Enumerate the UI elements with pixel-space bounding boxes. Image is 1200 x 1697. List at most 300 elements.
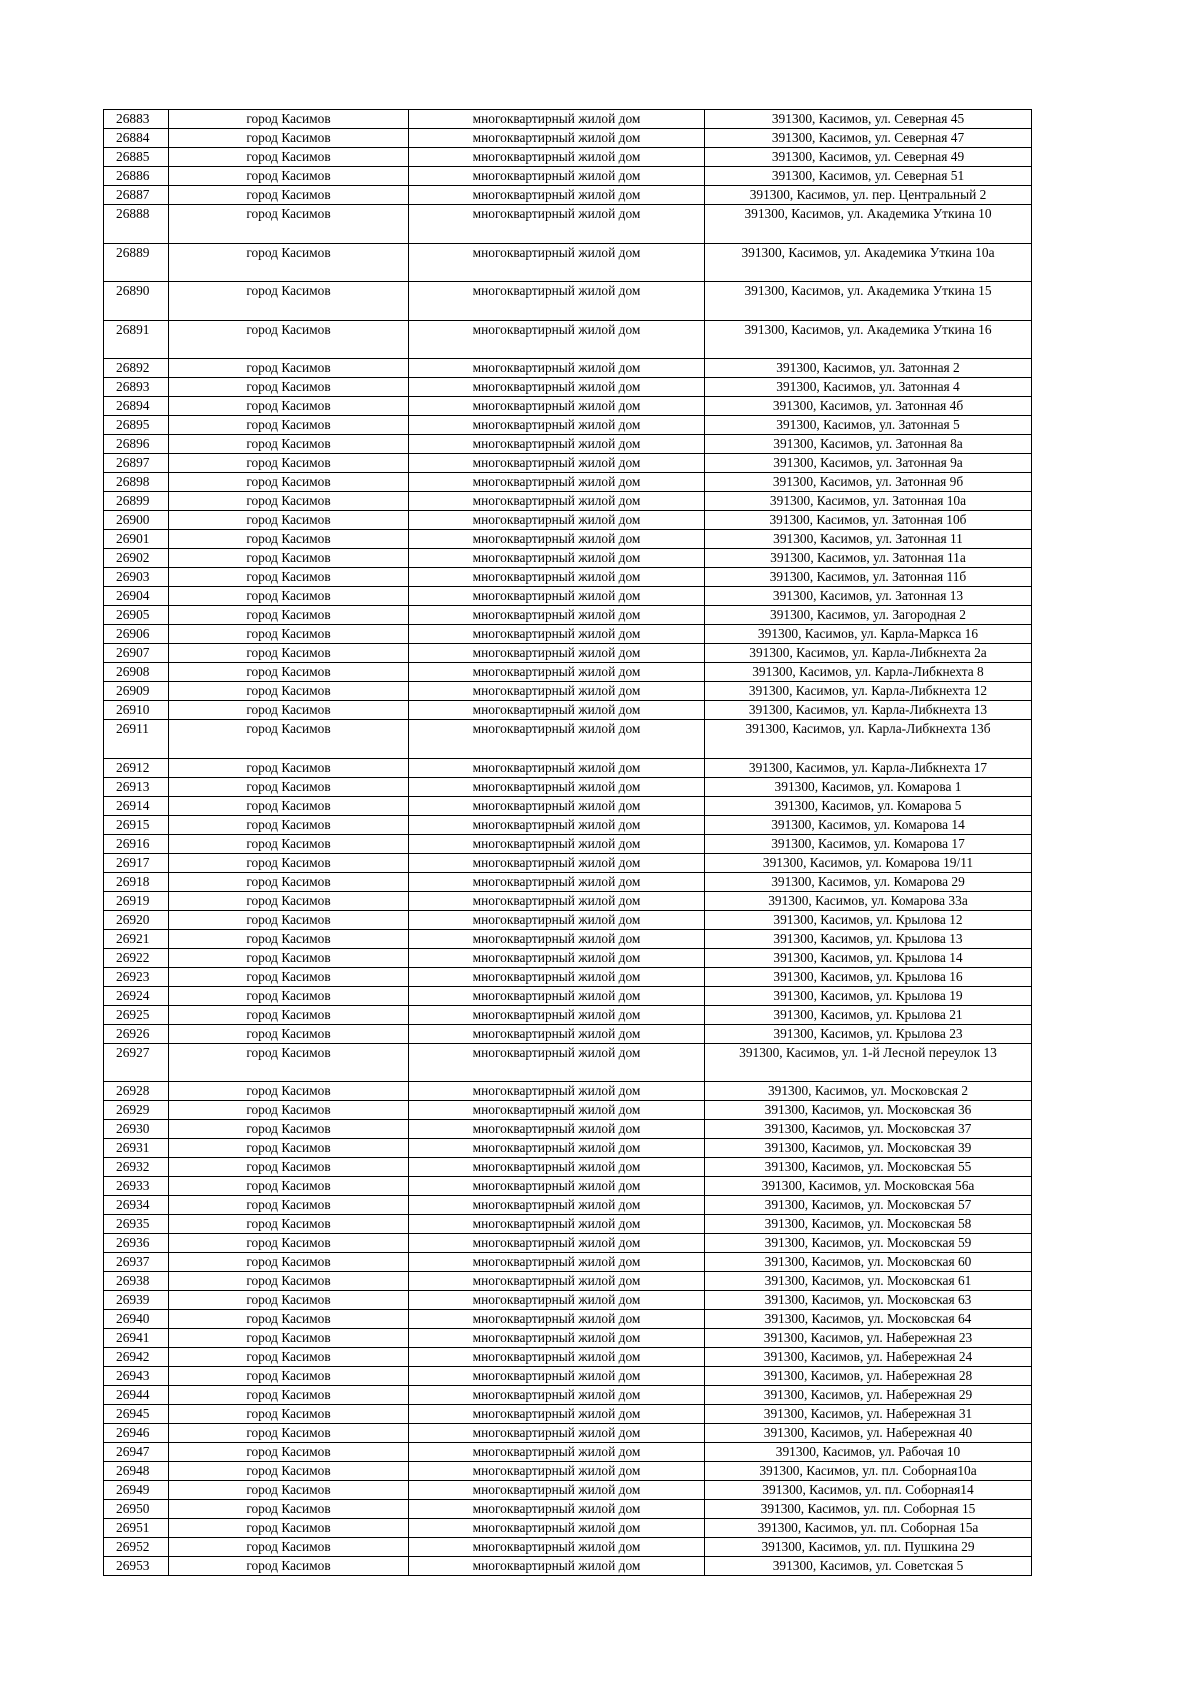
locality-cell: город Касимов bbox=[169, 282, 409, 321]
building-type-cell: многоквартирный жилой дом bbox=[409, 834, 705, 853]
address-cell: 391300, Касимов, ул. Рабочая 10 bbox=[705, 1443, 1032, 1462]
building-type-cell: многоквартирный жилой дом bbox=[409, 663, 705, 682]
row-number-cell: 26931 bbox=[104, 1139, 169, 1158]
locality-cell: город Касимов bbox=[169, 1253, 409, 1272]
locality-cell: город Касимов bbox=[169, 378, 409, 397]
building-type-cell: многоквартирный жилой дом bbox=[409, 1310, 705, 1329]
building-type-cell: многоквартирный жилой дом bbox=[409, 1120, 705, 1139]
address-cell: 391300, Касимов, ул. Затонная 2 bbox=[705, 359, 1032, 378]
row-number-cell: 26947 bbox=[104, 1443, 169, 1462]
row-number-cell: 26901 bbox=[104, 530, 169, 549]
address-cell: 391300, Касимов, ул. Московская 63 bbox=[705, 1291, 1032, 1310]
locality-cell: город Касимов bbox=[169, 1120, 409, 1139]
building-type-cell: многоквартирный жилой дом bbox=[409, 148, 705, 167]
address-cell: 391300, Касимов, ул. пл. Соборная10а bbox=[705, 1462, 1032, 1481]
row-number-cell: 26906 bbox=[104, 625, 169, 644]
locality-cell: город Касимов bbox=[169, 1348, 409, 1367]
locality-cell: город Касимов bbox=[169, 416, 409, 435]
building-type-cell: многоквартирный жилой дом bbox=[409, 129, 705, 148]
building-type-cell: многоквартирный жилой дом bbox=[409, 1005, 705, 1024]
row-number-cell: 26930 bbox=[104, 1120, 169, 1139]
address-cell: 391300, Касимов, ул. Затонная 10б bbox=[705, 511, 1032, 530]
address-cell: 391300, Касимов, ул. Крылова 14 bbox=[705, 948, 1032, 967]
table-row bbox=[104, 1215, 1032, 1234]
address-cell: 391300, Касимов, ул. пл. Соборная 15 bbox=[705, 1500, 1032, 1519]
row-number-cell: 26944 bbox=[104, 1386, 169, 1405]
row-number-cell: 26898 bbox=[104, 473, 169, 492]
locality-cell: город Касимов bbox=[169, 492, 409, 511]
address-cell: 391300, Касимов, ул. Комарова 29 bbox=[705, 872, 1032, 891]
row-number-cell: 26937 bbox=[104, 1253, 169, 1272]
address-cell: 391300, Касимов, ул. Крылова 21 bbox=[705, 1005, 1032, 1024]
building-type-cell: многоквартирный жилой дом bbox=[409, 416, 705, 435]
locality-cell: город Касимов bbox=[169, 1462, 409, 1481]
locality-cell: город Касимов bbox=[169, 682, 409, 701]
address-cell: 391300, Касимов, ул. Московская 2 bbox=[705, 1082, 1032, 1101]
locality-cell: город Касимов bbox=[169, 1082, 409, 1101]
locality-cell: город Касимов bbox=[169, 1177, 409, 1196]
table-row bbox=[104, 110, 1032, 129]
registry-table-body bbox=[104, 110, 1032, 1576]
building-type-cell: многоквартирный жилой дом bbox=[409, 1272, 705, 1291]
row-number-cell: 26899 bbox=[104, 492, 169, 511]
address-cell: 391300, Касимов, ул. Крылова 13 bbox=[705, 929, 1032, 948]
address-cell: 391300, Касимов, ул. Затонная 11б bbox=[705, 568, 1032, 587]
table-row bbox=[104, 1177, 1032, 1196]
locality-cell: город Касимов bbox=[169, 320, 409, 359]
address-cell: 391300, Касимов, ул. Северная 45 bbox=[705, 110, 1032, 129]
table-row bbox=[104, 243, 1032, 282]
locality-cell: город Касимов bbox=[169, 663, 409, 682]
address-cell: 391300, Касимов, ул. Загородная 2 bbox=[705, 606, 1032, 625]
row-number-cell: 26913 bbox=[104, 777, 169, 796]
table-row bbox=[104, 625, 1032, 644]
locality-cell: город Касимов bbox=[169, 1557, 409, 1576]
row-number-cell: 26920 bbox=[104, 910, 169, 929]
table-row bbox=[104, 378, 1032, 397]
address-cell: 391300, Касимов, ул. Затонная 4 bbox=[705, 378, 1032, 397]
locality-cell: город Касимов bbox=[169, 110, 409, 129]
building-type-cell: многоквартирный жилой дом bbox=[409, 1291, 705, 1310]
locality-cell: город Касимов bbox=[169, 929, 409, 948]
row-number-cell: 26953 bbox=[104, 1557, 169, 1576]
address-cell: 391300, Касимов, ул. Московская 60 bbox=[705, 1253, 1032, 1272]
locality-cell: город Касимов bbox=[169, 568, 409, 587]
building-type-cell: многоквартирный жилой дом bbox=[409, 1158, 705, 1177]
address-cell: 391300, Касимов, ул. Карла-Либкнехта 13б bbox=[705, 720, 1032, 759]
address-cell: 391300, Касимов, ул. Советская 5 bbox=[705, 1557, 1032, 1576]
row-number-cell: 26883 bbox=[104, 110, 169, 129]
locality-cell: город Касимов bbox=[169, 834, 409, 853]
table-row bbox=[104, 397, 1032, 416]
row-number-cell: 26895 bbox=[104, 416, 169, 435]
row-number-cell: 26938 bbox=[104, 1272, 169, 1291]
address-cell: 391300, Касимов, ул. Набережная 29 bbox=[705, 1386, 1032, 1405]
locality-cell: город Касимов bbox=[169, 758, 409, 777]
locality-cell: город Касимов bbox=[169, 1139, 409, 1158]
table-row bbox=[104, 511, 1032, 530]
address-cell: 391300, Касимов, ул. Крылова 19 bbox=[705, 986, 1032, 1005]
row-number-cell: 26936 bbox=[104, 1234, 169, 1253]
locality-cell: город Касимов bbox=[169, 815, 409, 834]
row-number-cell: 26940 bbox=[104, 1310, 169, 1329]
table-row bbox=[104, 986, 1032, 1005]
address-cell: 391300, Касимов, ул. Набережная 40 bbox=[705, 1424, 1032, 1443]
row-number-cell: 26908 bbox=[104, 663, 169, 682]
table-row bbox=[104, 1386, 1032, 1405]
locality-cell: город Касимов bbox=[169, 853, 409, 872]
table-row bbox=[104, 1538, 1032, 1557]
address-cell: 391300, Касимов, ул. Набережная 28 bbox=[705, 1367, 1032, 1386]
locality-cell: город Касимов bbox=[169, 967, 409, 986]
table-row bbox=[104, 167, 1032, 186]
row-number-cell: 26915 bbox=[104, 815, 169, 834]
table-row bbox=[104, 1424, 1032, 1443]
building-type-cell: многоквартирный жилой дом bbox=[409, 1043, 705, 1082]
building-type-cell: многоквартирный жилой дом bbox=[409, 1367, 705, 1386]
address-cell: 391300, Касимов, ул. пл. Соборная14 bbox=[705, 1481, 1032, 1500]
table-row bbox=[104, 359, 1032, 378]
building-type-cell: многоквартирный жилой дом bbox=[409, 625, 705, 644]
row-number-cell: 26951 bbox=[104, 1519, 169, 1538]
table-row bbox=[104, 530, 1032, 549]
building-type-cell: многоквартирный жилой дом bbox=[409, 872, 705, 891]
row-number-cell: 26948 bbox=[104, 1462, 169, 1481]
table-row bbox=[104, 1291, 1032, 1310]
address-cell: 391300, Касимов, ул. Затонная 8а bbox=[705, 435, 1032, 454]
table-row bbox=[104, 872, 1032, 891]
locality-cell: город Касимов bbox=[169, 701, 409, 720]
building-type-cell: многоквартирный жилой дом bbox=[409, 359, 705, 378]
building-type-cell: многоквартирный жилой дом bbox=[409, 853, 705, 872]
table-row bbox=[104, 1367, 1032, 1386]
locality-cell: город Касимов bbox=[169, 872, 409, 891]
building-type-cell: многоквартирный жилой дом bbox=[409, 1519, 705, 1538]
locality-cell: город Касимов bbox=[169, 1291, 409, 1310]
locality-cell: город Касимов bbox=[169, 1386, 409, 1405]
row-number-cell: 26934 bbox=[104, 1196, 169, 1215]
address-cell: 391300, Касимов, ул. Московская 59 bbox=[705, 1234, 1032, 1253]
building-type-cell: многоквартирный жилой дом bbox=[409, 1481, 705, 1500]
locality-cell: город Касимов bbox=[169, 1005, 409, 1024]
row-number-cell: 26945 bbox=[104, 1405, 169, 1424]
building-type-cell: многоквартирный жилой дом bbox=[409, 777, 705, 796]
building-type-cell: многоквартирный жилой дом bbox=[409, 1405, 705, 1424]
locality-cell: город Касимов bbox=[169, 1101, 409, 1120]
address-cell: 391300, Касимов, ул. Комарова 33а bbox=[705, 891, 1032, 910]
locality-cell: город Касимов bbox=[169, 986, 409, 1005]
building-type-cell: многоквартирный жилой дом bbox=[409, 1215, 705, 1234]
row-number-cell: 26887 bbox=[104, 186, 169, 205]
row-number-cell: 26900 bbox=[104, 511, 169, 530]
address-cell: 391300, Касимов, ул. Набережная 23 bbox=[705, 1329, 1032, 1348]
row-number-cell: 26885 bbox=[104, 148, 169, 167]
table-row bbox=[104, 473, 1032, 492]
row-number-cell: 26889 bbox=[104, 243, 169, 282]
address-cell: 391300, Касимов, ул. Карла-Маркса 16 bbox=[705, 625, 1032, 644]
table-row bbox=[104, 967, 1032, 986]
address-cell: 391300, Касимов, ул. Затонная 5 bbox=[705, 416, 1032, 435]
building-type-cell: многоквартирный жилой дом bbox=[409, 1500, 705, 1519]
building-type-cell: многоквартирный жилой дом bbox=[409, 530, 705, 549]
locality-cell: город Касимов bbox=[169, 1024, 409, 1043]
building-type-cell: многоквартирный жилой дом bbox=[409, 986, 705, 1005]
row-number-cell: 26932 bbox=[104, 1158, 169, 1177]
row-number-cell: 26891 bbox=[104, 320, 169, 359]
row-number-cell: 26923 bbox=[104, 967, 169, 986]
building-type-cell: многоквартирный жилой дом bbox=[409, 682, 705, 701]
row-number-cell: 26911 bbox=[104, 720, 169, 759]
address-cell: 391300, Касимов, ул. Академика Уткина 10а bbox=[705, 243, 1032, 282]
building-type-cell: многоквартирный жилой дом bbox=[409, 549, 705, 568]
building-type-cell: многоквартирный жилой дом bbox=[409, 644, 705, 663]
address-cell: 391300, Касимов, ул. Крылова 23 bbox=[705, 1024, 1032, 1043]
table-row bbox=[104, 186, 1032, 205]
locality-cell: город Касимов bbox=[169, 587, 409, 606]
table-row bbox=[104, 758, 1032, 777]
row-number-cell: 26943 bbox=[104, 1367, 169, 1386]
row-number-cell: 26946 bbox=[104, 1424, 169, 1443]
locality-cell: город Касимов bbox=[169, 511, 409, 530]
table-row bbox=[104, 1557, 1032, 1576]
locality-cell: город Касимов bbox=[169, 1234, 409, 1253]
building-type-cell: многоквартирный жилой дом bbox=[409, 758, 705, 777]
table-row bbox=[104, 891, 1032, 910]
table-row bbox=[104, 606, 1032, 625]
row-number-cell: 26935 bbox=[104, 1215, 169, 1234]
row-number-cell: 26893 bbox=[104, 378, 169, 397]
row-number-cell: 26952 bbox=[104, 1538, 169, 1557]
row-number-cell: 26894 bbox=[104, 397, 169, 416]
row-number-cell: 26942 bbox=[104, 1348, 169, 1367]
row-number-cell: 26921 bbox=[104, 929, 169, 948]
table-row bbox=[104, 1405, 1032, 1424]
table-row bbox=[104, 1462, 1032, 1481]
building-type-cell: многоквартирный жилой дом bbox=[409, 1082, 705, 1101]
address-cell: 391300, Касимов, ул. Северная 49 bbox=[705, 148, 1032, 167]
address-cell: 391300, Касимов, ул. Московская 58 bbox=[705, 1215, 1032, 1234]
address-cell: 391300, Касимов, ул. Комарова 1 bbox=[705, 777, 1032, 796]
locality-cell: город Касимов bbox=[169, 530, 409, 549]
building-type-cell: многоквартирный жилой дом bbox=[409, 243, 705, 282]
locality-cell: город Касимов bbox=[169, 1215, 409, 1234]
building-type-cell: многоквартирный жилой дом bbox=[409, 1348, 705, 1367]
address-cell: 391300, Касимов, ул. Карла-Либкнехта 8 bbox=[705, 663, 1032, 682]
table-row bbox=[104, 416, 1032, 435]
building-type-cell: многоквартирный жилой дом bbox=[409, 1386, 705, 1405]
table-row bbox=[104, 1024, 1032, 1043]
building-type-cell: многоквартирный жилой дом bbox=[409, 568, 705, 587]
address-cell: 391300, Касимов, ул. Карла-Либкнехта 17 bbox=[705, 758, 1032, 777]
building-type-cell: многоквартирный жилой дом bbox=[409, 967, 705, 986]
row-number-cell: 26892 bbox=[104, 359, 169, 378]
row-number-cell: 26918 bbox=[104, 872, 169, 891]
row-number-cell: 26890 bbox=[104, 282, 169, 321]
table-row bbox=[104, 320, 1032, 359]
address-cell: 391300, Касимов, ул. Карла-Либкнехта 13 bbox=[705, 701, 1032, 720]
table-row bbox=[104, 568, 1032, 587]
locality-cell: город Касимов bbox=[169, 186, 409, 205]
building-type-cell: многоквартирный жилой дом bbox=[409, 1424, 705, 1443]
address-cell: 391300, Касимов, ул. пл. Пушкина 29 bbox=[705, 1538, 1032, 1557]
building-type-cell: многоквартирный жилой дом bbox=[409, 110, 705, 129]
locality-cell: город Касимов bbox=[169, 473, 409, 492]
table-row bbox=[104, 720, 1032, 759]
address-cell: 391300, Касимов, ул. Московская 57 bbox=[705, 1196, 1032, 1215]
table-row bbox=[104, 948, 1032, 967]
locality-cell: город Касимов bbox=[169, 606, 409, 625]
locality-cell: город Касимов bbox=[169, 359, 409, 378]
row-number-cell: 26884 bbox=[104, 129, 169, 148]
table-row bbox=[104, 929, 1032, 948]
row-number-cell: 26924 bbox=[104, 986, 169, 1005]
locality-cell: город Касимов bbox=[169, 1158, 409, 1177]
row-number-cell: 26929 bbox=[104, 1101, 169, 1120]
address-cell: 391300, Касимов, ул. Набережная 24 bbox=[705, 1348, 1032, 1367]
address-cell: 391300, Касимов, ул. Карла-Либкнехта 12 bbox=[705, 682, 1032, 701]
locality-cell: город Касимов bbox=[169, 644, 409, 663]
building-type-cell: многоквартирный жилой дом bbox=[409, 587, 705, 606]
address-cell: 391300, Касимов, ул. Московская 56а bbox=[705, 1177, 1032, 1196]
table-row bbox=[104, 1120, 1032, 1139]
locality-cell: город Касимов bbox=[169, 1424, 409, 1443]
table-row bbox=[104, 549, 1032, 568]
table-row bbox=[104, 435, 1032, 454]
address-cell: 391300, Касимов, ул. Набережная 31 bbox=[705, 1405, 1032, 1424]
row-number-cell: 26925 bbox=[104, 1005, 169, 1024]
table-row bbox=[104, 1329, 1032, 1348]
row-number-cell: 26916 bbox=[104, 834, 169, 853]
locality-cell: город Касимов bbox=[169, 1310, 409, 1329]
locality-cell: город Касимов bbox=[169, 720, 409, 759]
table-row bbox=[104, 282, 1032, 321]
table-row bbox=[104, 1519, 1032, 1538]
building-type-cell: многоквартирный жилой дом bbox=[409, 1101, 705, 1120]
row-number-cell: 26896 bbox=[104, 435, 169, 454]
address-cell: 391300, Касимов, ул. Затонная 11а bbox=[705, 549, 1032, 568]
locality-cell: город Касимов bbox=[169, 796, 409, 815]
table-row bbox=[104, 777, 1032, 796]
locality-cell: город Касимов bbox=[169, 1519, 409, 1538]
building-type-cell: многоквартирный жилой дом bbox=[409, 701, 705, 720]
registry-table bbox=[103, 109, 1032, 1576]
table-row bbox=[104, 1101, 1032, 1120]
building-type-cell: многоквартирный жилой дом bbox=[409, 1329, 705, 1348]
row-number-cell: 26903 bbox=[104, 568, 169, 587]
table-row bbox=[104, 492, 1032, 511]
table-row bbox=[104, 1158, 1032, 1177]
row-number-cell: 26907 bbox=[104, 644, 169, 663]
row-number-cell: 26941 bbox=[104, 1329, 169, 1348]
table-row bbox=[104, 454, 1032, 473]
locality-cell: город Касимов bbox=[169, 1538, 409, 1557]
locality-cell: город Касимов bbox=[169, 948, 409, 967]
locality-cell: город Касимов bbox=[169, 1405, 409, 1424]
locality-cell: город Касимов bbox=[169, 1443, 409, 1462]
row-number-cell: 26897 bbox=[104, 454, 169, 473]
table-row bbox=[104, 1082, 1032, 1101]
building-type-cell: многоквартирный жилой дом bbox=[409, 492, 705, 511]
address-cell: 391300, Касимов, ул. Затонная 10а bbox=[705, 492, 1032, 511]
address-cell: 391300, Касимов, ул. Комарова 14 bbox=[705, 815, 1032, 834]
row-number-cell: 26905 bbox=[104, 606, 169, 625]
table-row bbox=[104, 663, 1032, 682]
address-cell: 391300, Касимов, ул. Затонная 4б bbox=[705, 397, 1032, 416]
locality-cell: город Касимов bbox=[169, 167, 409, 186]
address-cell: 391300, Касимов, ул. пл. Соборная 15а bbox=[705, 1519, 1032, 1538]
address-cell: 391300, Касимов, ул. Московская 37 bbox=[705, 1120, 1032, 1139]
table-row bbox=[104, 1196, 1032, 1215]
row-number-cell: 26886 bbox=[104, 167, 169, 186]
table-row bbox=[104, 853, 1032, 872]
locality-cell: город Касимов bbox=[169, 243, 409, 282]
building-type-cell: многоквартирный жилой дом bbox=[409, 435, 705, 454]
table-row bbox=[104, 701, 1032, 720]
locality-cell: город Касимов bbox=[169, 777, 409, 796]
locality-cell: город Касимов bbox=[169, 549, 409, 568]
address-cell: 391300, Касимов, ул. Академика Уткина 15 bbox=[705, 282, 1032, 321]
locality-cell: город Касимов bbox=[169, 1196, 409, 1215]
building-type-cell: многоквартирный жилой дом bbox=[409, 1139, 705, 1158]
address-cell: 391300, Касимов, ул. Академика Уткина 10 bbox=[705, 205, 1032, 244]
table-row bbox=[104, 1272, 1032, 1291]
locality-cell: город Касимов bbox=[169, 129, 409, 148]
building-type-cell: многоквартирный жилой дом bbox=[409, 282, 705, 321]
table-row bbox=[104, 148, 1032, 167]
building-type-cell: многоквартирный жилой дом bbox=[409, 205, 705, 244]
address-cell: 391300, Касимов, ул. Комарова 19/11 bbox=[705, 853, 1032, 872]
building-type-cell: многоквартирный жилой дом bbox=[409, 606, 705, 625]
address-cell: 391300, Касимов, ул. Северная 51 bbox=[705, 167, 1032, 186]
address-cell: 391300, Касимов, ул. Комарова 5 bbox=[705, 796, 1032, 815]
table-row bbox=[104, 815, 1032, 834]
building-type-cell: многоквартирный жилой дом bbox=[409, 796, 705, 815]
building-type-cell: многоквартирный жилой дом bbox=[409, 720, 705, 759]
row-number-cell: 26933 bbox=[104, 1177, 169, 1196]
row-number-cell: 26917 bbox=[104, 853, 169, 872]
table-row bbox=[104, 1348, 1032, 1367]
building-type-cell: многоквартирный жилой дом bbox=[409, 397, 705, 416]
locality-cell: город Касимов bbox=[169, 397, 409, 416]
building-type-cell: многоквартирный жилой дом bbox=[409, 910, 705, 929]
row-number-cell: 26926 bbox=[104, 1024, 169, 1043]
table-row bbox=[104, 205, 1032, 244]
table-row bbox=[104, 682, 1032, 701]
building-type-cell: многоквартирный жилой дом bbox=[409, 1443, 705, 1462]
row-number-cell: 26939 bbox=[104, 1291, 169, 1310]
locality-cell: город Касимов bbox=[169, 1043, 409, 1082]
locality-cell: город Касимов bbox=[169, 435, 409, 454]
building-type-cell: многоквартирный жилой дом bbox=[409, 320, 705, 359]
building-type-cell: многоквартирный жилой дом bbox=[409, 1024, 705, 1043]
address-cell: 391300, Касимов, ул. Крылова 16 bbox=[705, 967, 1032, 986]
locality-cell: город Касимов bbox=[169, 625, 409, 644]
building-type-cell: многоквартирный жилой дом bbox=[409, 473, 705, 492]
address-cell: 391300, Касимов, ул. Крылова 12 bbox=[705, 910, 1032, 929]
building-type-cell: многоквартирный жилой дом bbox=[409, 929, 705, 948]
address-cell: 391300, Касимов, ул. Московская 64 bbox=[705, 1310, 1032, 1329]
locality-cell: город Касимов bbox=[169, 891, 409, 910]
table-row bbox=[104, 796, 1032, 815]
table-row bbox=[104, 587, 1032, 606]
table-row bbox=[104, 1310, 1032, 1329]
table-row bbox=[104, 1139, 1032, 1158]
building-type-cell: многоквартирный жилой дом bbox=[409, 891, 705, 910]
building-type-cell: многоквартирный жилой дом bbox=[409, 454, 705, 473]
table-row bbox=[104, 1234, 1032, 1253]
row-number-cell: 26922 bbox=[104, 948, 169, 967]
row-number-cell: 26928 bbox=[104, 1082, 169, 1101]
